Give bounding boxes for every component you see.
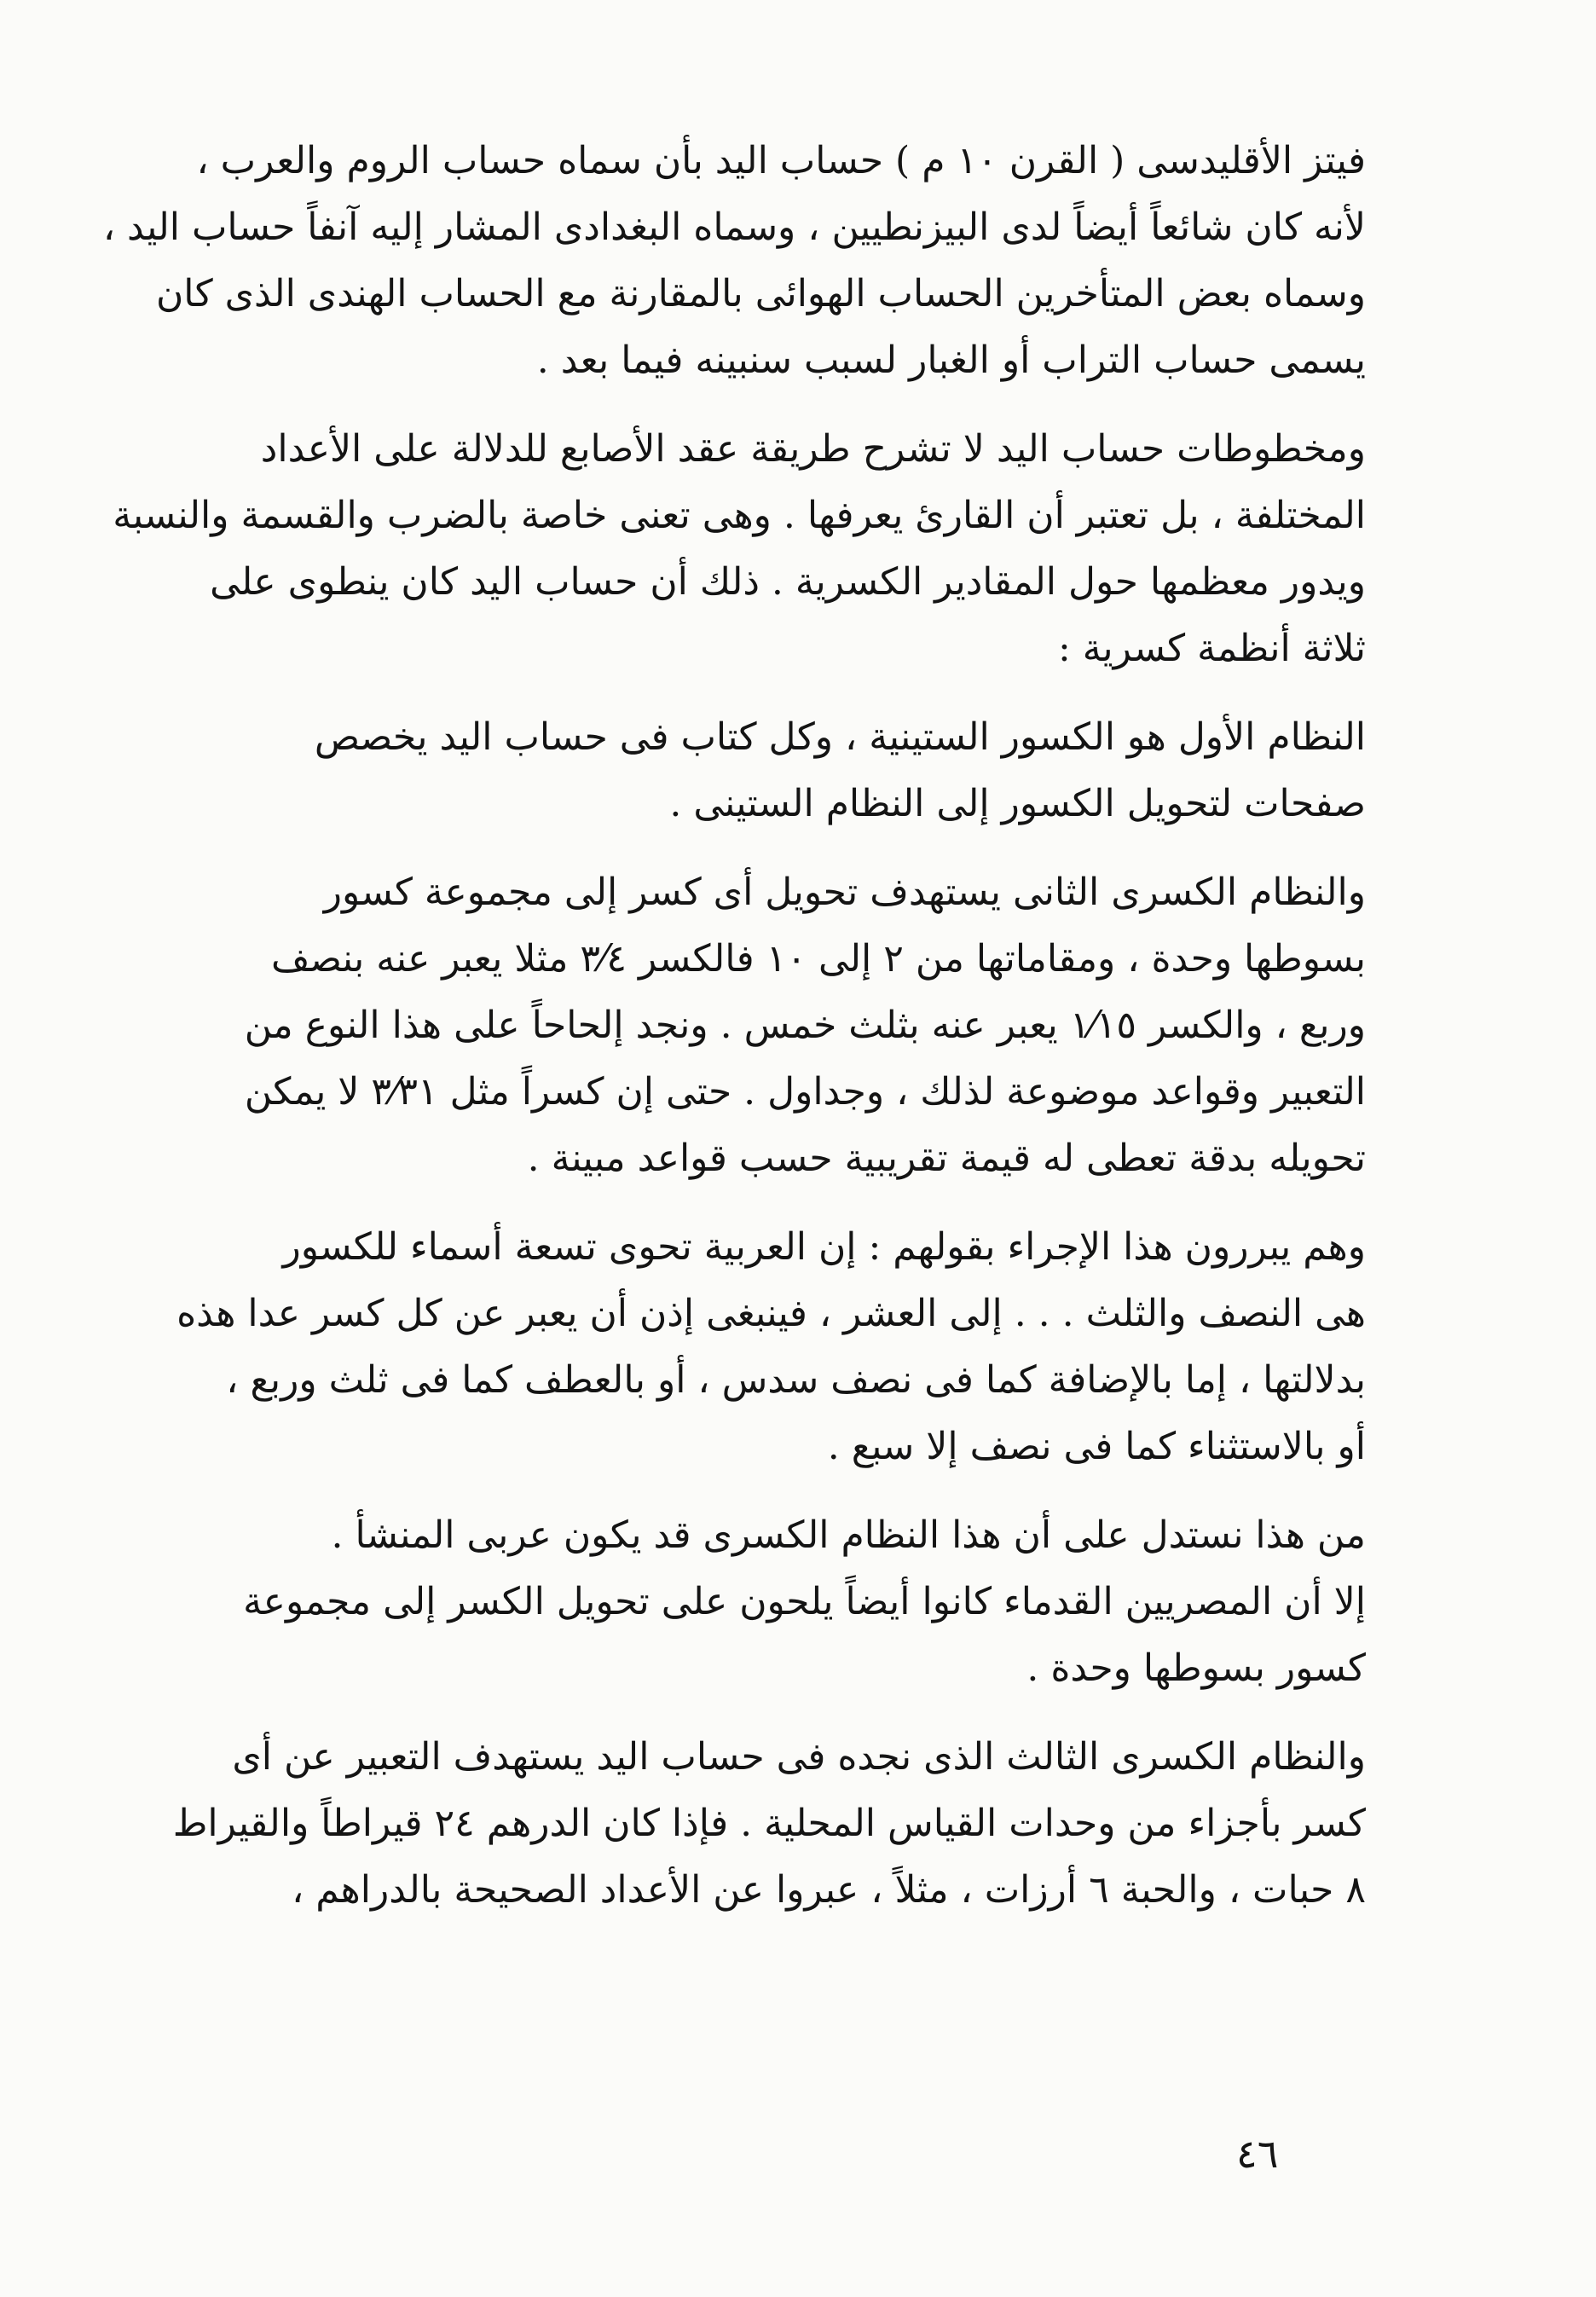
text-line: صفحات لتحويل الكسور إلى النظام الستينى .: [669, 782, 1366, 825]
text-line: ومخطوطات حساب اليد لا تشرح طريقة عقد الأصابع للدلالة على الأعداد: [260, 427, 1366, 471]
paragraph-7: [172, 1724, 1366, 1924]
text-line: بدلالتها ، إما بالإضافة كما فى نصف سدس ، أو بالعطف كما فى ثلث وربع ،: [226, 1358, 1366, 1402]
paragraph-6: [232, 1502, 1366, 1702]
text-line: ويدور معظمها حول المقادير الكسرية . ذلك أن حساب اليد كان ينطوى على: [210, 560, 1366, 604]
text-line: إلا أن المصريين القدماء كانوا أيضاً يلحون على تحويل الكسر إلى مجموعة: [243, 1580, 1366, 1623]
text-line: وسماه بعض المتأخرين الحساب الهوائى بالمقارنة مع الحساب الهندى الذى كان: [155, 272, 1366, 315]
text-line: وهم يبررون هذا الإجراء بقولهم : إن العربية تحوى تسعة أسماء للكسور: [282, 1225, 1366, 1269]
text-line: لأنه كان شائعاً أيضاً لدى البيزنطيين ، وسماه البغدادى المشار إليه آنفاً حساب اليد ،: [102, 205, 1366, 249]
paragraph-5: [176, 1214, 1366, 1480]
text-line: والنظام الكسرى الثانى يستهدف تحويل أى كسر إلى مجموعة كسور: [323, 871, 1366, 914]
text-line: بسوطها وحدة ، ومقاماتها من ٢ إلى ١٠ فالكسر ٣⁄٤ مثلا يعبر عنه بنصف: [270, 937, 1366, 981]
page-number: ٤٦: [1236, 2131, 1279, 2177]
text-line: والنظام الكسرى الثالث الذى نجده فى حساب اليد يستهدف التعبير عن أى: [232, 1735, 1366, 1779]
text-line: يسمى حساب التراب أو الغبار لسبب سنبينه فيما بعد .: [536, 338, 1366, 382]
text-line: المختلفة ، بل تعتبر أن القارئ يعرفها . وهى تعنى خاصة بالضرب والقسمة والنسبة: [113, 494, 1366, 537]
paragraph-3: [232, 704, 1366, 837]
text-line: كسر بأجزاء من وحدات القياس المحلية . فإذا كان الدرهم ٢٤ قيراطاً والقيراط: [172, 1802, 1366, 1845]
paragraph-4: [232, 859, 1366, 1192]
text-line: كسور بسوطها وحدة .: [1026, 1646, 1366, 1690]
text-line: تحويله بدقة تعطى له قيمة تقريبية حسب قواعد مبينة .: [527, 1137, 1366, 1180]
paragraph-2: [113, 416, 1366, 682]
text-line: من هذا نستدل على أن هذا النظام الكسرى قد يكون عربى المنشأ .: [331, 1513, 1366, 1557]
body-text: [102, 128, 1366, 1946]
text-line: النظام الأول هو الكسور الستينية ، وكل كتاب فى حساب اليد يخصص: [314, 715, 1366, 759]
text-line: فيتز الأقليدسى ( القرن ١٠ م ) حساب اليد بأن سماه حساب الروم والعرب ،: [196, 139, 1366, 182]
text-line: ثلاثة أنظمة كسرية :: [1057, 627, 1366, 670]
text-line: هى النصف والثلث . . . إلى العشر ، فينبغى إذن أن يعبر عن كل كسر عدا هذه: [176, 1292, 1366, 1335]
text-line: وربع ، والكسر ١⁄١٥ يعبر عنه بثلث خمس . ونجد إلحاحاً على هذا النوع من: [244, 1004, 1366, 1047]
text-line: أو بالاستثناء كما فى نصف إلا سبع .: [827, 1425, 1366, 1468]
text-line: ٨ حبات ، والحبة ٦ أرزات ، مثلاً ، عبروا عن الأعداد الصحيحة بالدراهم ،: [292, 1868, 1366, 1912]
paragraph-1: [102, 128, 1366, 394]
text-line: التعبير وقواعد موضوعة لذلك ، وجداول . حتى إن كسراً مثل ٣⁄٣١ لا يمكن: [244, 1070, 1366, 1114]
